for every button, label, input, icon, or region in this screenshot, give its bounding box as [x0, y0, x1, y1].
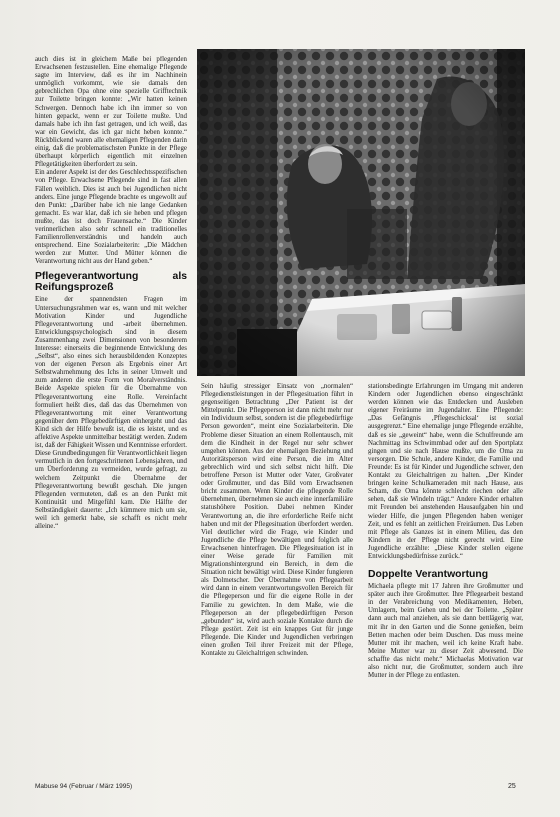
paragraph: stationsbedingte Erfahrungen im Umgang mit anderen Kindern oder Jugendlichen ebenso eingeschränkt werden können wie das Entdecken und Ausleben eigener Freiräume im Jugendalter. Eine Pflegende: „Das Gefängnis ‚Pflegeschicksal‘ ist sozial ausgegrenzt.“ Eine ehemalige junge Pflegende erzählte, daß es sie „geweint“ habe, wenn die Schulfreunde am Nachmittag ins Schwimmbad oder auf den Sportplatz gingen und sie nach Hause mußte, um die Oma zu versorgen. Die Schule, andere Kinder, die Familie und Freunde: Es ist für Kinder und Jugendliche schwer, den Kontakt zu Gleichaltrigen zu halten. „Der Kinder bringen keine Schulkameraden mit nach Hause, aus Scham, die Oma könnte schlecht riechen oder alle sehen, daß sie Windeln trägt.“ Andere Kinder erhalten mit Freunden bei anstehenden Hausaufgaben hin und wieder Hilfe, die jungen Pflegenden haben weniger Zeit, und es fehlt an zeitlichen Freiräumen. Das Leben mit Pflege als Ganzes ist in einem Milieu, das den Kindern in der Pflege nicht gerecht wird. Eine Jugendliche erzählte: „Diese Kinder stellen eigene Entwicklungsbedürfnisse zurück.“ — [368, 383, 523, 560]
text-column-left — [35, 56, 187, 781]
paragraph: Eine der spannendsten Fragen im Untersuchungsrahmen war es, wann und mit welcher Motivation Kinder und Jugendliche Pflegeverantwortung und -arbeit übernehmen. Entwicklungspsychologisch sind in diesem Zusammenhang zwei Dimensionen von besonderem Interesse: einerseits die beginnende Entwicklung des „Selbst“, also eines sich herausbildenden Konzeptes von der eigenen Person als Ergebnis einer Art Selbstwahrnehmung des Ichs in seiner Umwelt und zum anderen die erste Form von Moralverständnis. Beide Aspekte spielen für die Übernahme von Pflegeverantwortung eine Rolle. Vereinfacht formuliert heißt dies, daß das das Übernehmen von Pflegeverantwortung mit einer Verantwortung gegenüber dem Pflegebedürftigen einhergeht und das Kind sich der Hilfe bewußt ist, die es leistet, und es affektive Aspekte unmittelbar bestätigt werden. Zudem ist, daß der Fähigkeit Wissen und Kenntnisse erfordert. Diese Grundbedingungen für Verantwortlichkeit liegen vermutlich in den fortgeschrittenen Lebensjahren, und um Überforderung zu vermeiden, wurde gefragt, zu welchem Zeitpunkt die Übernahme der Pflegeverantwortung bewußt geschah. Die jungen Pflegenden vermuteten, daß es an den Punkt mit Kontinuität und Mitgefühl kam. Die Hälfte der Selbständigkeit dauerte: „Ich kümmere mich um sie, weil ich gemerkt habe, sie schafft es nicht mehr alleine.“ — [35, 296, 187, 531]
photo-illustration — [197, 49, 525, 376]
section-heading: Doppelte Verantwortung — [368, 569, 489, 581]
section-heading: Pflegeverantwortung als Reifungsprozeß — [35, 271, 187, 294]
issue-footer: Mabuse 94 (Februar / März 1995) — [35, 783, 133, 790]
text-column-middle — [201, 383, 353, 781]
page-number: 25 — [508, 783, 516, 790]
paragraph: Michaela pflegte mit 17 Jahren ihre Großmutter und später auch ihre Großmutter. Ihre Pflegearbeit bestand in der Verabreichung von Medikamenten, Heben, Umlagern, beim Gehen und bei der Toilette. „Später dann auch mal anziehen, als sie dann bettlägerig war, mit ihr in den Garten und die Sonne genießen, beim Betten machen oder beim Duschen. Das muss meine Mutter mit ihr machen, weil ich keine Kraft habe. Meine Mutter war zu dieser Zeit abwesend. Die schaffte das nicht mehr.“ Michaelas Motivation war also nicht nur, die Großmutter, sondern auch ihre Mutter in der Pflege zu entlasten. — [368, 583, 523, 680]
text-column-right — [368, 383, 523, 781]
article-photo — [197, 49, 525, 376]
paragraph: Sein häufig stressiger Einsatz von „normalen“ Pflegedienstleistungen in der Pflegesituation führt in gegenseitigen Betrachtung „Der Patient ist der Mittelpunkt. Die Pflegeperson ist dann nicht mehr nur ein Individuum selbst, sondern ist die pflegebedürftige Person geworden“, meint eine Sozialarbeiterin. Die Probleme dieser Situation an einem Rollentausch, mit dem die Kindheit in der Regel nur sehr schwer umgehen können. Aus der ehemaligen Beziehung und Autoritätsperson wird eine Person, die im Alter gebrechlich wird und sich selbst nicht hilft. Die betroffene Person ist Mutter oder Vater, Großvater oder Großmutter, und das Bild vom Erwachsenen bricht zusammen. Wenn Kinder die pflegende Rolle übernehmen, übernehmen sie auch eine innerfamiliäre statushöhere Position. Dabei nehmen Kinder Verantwortung an, die ihre erforderliche Reife nicht haben und mit der Pflegesituation überfordert werden. Viel deutlicher wird die Frage, wie Kinder und Jugendliche die Pflege bewältigen und folglich alle Erwachsenen hinterfragen. Die Pflegesituation ist in einer Weise gerade für Familien mit Migrationshintergrund ein Bereich, in dem die Situation nicht bewältigt wird. Diese Kinder fungieren als Dolmetscher. Der Übernahme von Pflegearbeit wird dann in einem verantwortungsvollen Bereich für die Pflegeperson und für die eigene Rolle in der Familie zu gewichten. In dem Maße, wie die Pflegeperson an der pflegebedürftigen Person „gebunden“ ist, wird auch soziale Kontakte durch die Pflege gestört. Zeit ist ein knappes Gut für junge Pflegende. Die Kinder und Jugendlichen verbringen einen großen Teil ihrer Freizeit mit der Pflege, Kontakte zu Gleichaltrigen schwinden. — [201, 383, 353, 658]
paragraph: Ein anderer Aspekt ist der des Geschlechtsspezifischen von Pflege. Erwachsene Pflegende sind in fast allen Fällen weiblich. Dies ist auch bei Jugendlichen nicht anders. Eine junge Pflegende brachte es ungewollt auf den Punkt: „Darüber habe ich nie lange Gedanken gemacht. Es war klar, daß ich sie heben und pflegen mußte, das ist doch Frauensache.“ Die Kinder verinnerlichen also sehr schnell ein traditionelles Familienrollenverständnis und handeln auch entsprechend. Eine Sozialarbeiterin: „Die Mädchen werden zur Mutter. Und Mütter können die Verantwortung nicht aus der Hand geben.“ — [35, 169, 187, 266]
paragraph: auch dies ist in gleichem Maße bei pflegenden Erwachsenen festzustellen. Eine ehemalige Pflegende sagte im Interview, daß es ihr im Nachhinein unmöglich vorkommt, wie sie damals den gebrechlichen Opa ohne eine spezielle Grifftechnik zur Toilette bringen konnte: „Wir hatten keinen Schwergen. Dennoch habe ich ihn immer so von hinten gepackt, wenn er zur Toilette mußte. Und damals habe ich ihn fast getragen, und ich weiß, das war ein Gewicht, das ich gar nicht heben konnte.“ Rückblickend waren alle ehemaligen Pflegenden darin einig, daß die problematischsten Punkte in der Pflege überhaupt körperlich eigentlich mit einzelnen Pflegetätigkeiten überfordert zu sein. — [35, 56, 187, 169]
